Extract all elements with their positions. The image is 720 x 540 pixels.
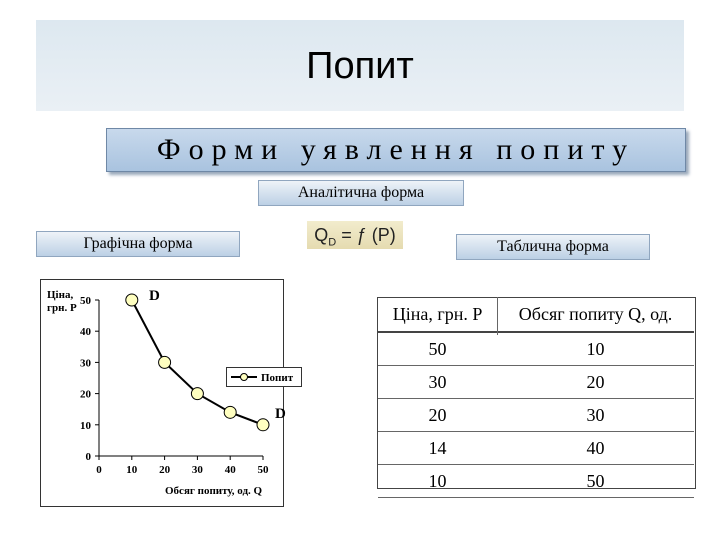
x-tick-label: 0 [96, 464, 102, 476]
graphic-form-label: Графічна форма [36, 231, 240, 257]
x-tick-label: 50 [257, 464, 269, 476]
quantity-cell: 40 [497, 432, 694, 465]
table-header-row [378, 297, 694, 332]
analytic-form-label: Аналітична форма [258, 180, 464, 206]
y-axis-label-line2: грн. Р [47, 302, 77, 314]
y-axis-label-line1: Ціна, [47, 289, 74, 301]
x-tick-label: 20 [159, 464, 171, 476]
table-row [378, 465, 694, 498]
x-axis-label: Обсяг попиту, од. Q [165, 485, 263, 497]
y-tick-label: 10 [80, 419, 91, 432]
quantity-cell: 10 [497, 332, 694, 366]
chart-legend [226, 367, 302, 387]
demand-curve [132, 300, 263, 425]
demand-table [378, 297, 694, 498]
demand-chart [40, 279, 284, 507]
data-point [224, 406, 236, 418]
header-quantity: Обсяг попиту Q, од. [497, 297, 694, 332]
page-title: Попит [306, 45, 414, 87]
subtitle-banner: Форми уявлення попиту [106, 128, 686, 172]
legend-label: Попит [261, 372, 294, 384]
table-row [378, 399, 694, 432]
data-point [257, 419, 269, 431]
y-tick-label: 0 [85, 451, 91, 463]
table-row [378, 432, 694, 465]
x-tick-label: 30 [191, 464, 203, 476]
curve-label-top: D [149, 288, 160, 304]
y-tick-label: 20 [80, 388, 91, 401]
legend-marker [241, 374, 248, 381]
curve-label-bottom: D [275, 406, 286, 422]
data-point [191, 388, 203, 400]
y-tick-label: 50 [80, 295, 91, 307]
data-point [126, 294, 138, 306]
price-cell: 20 [378, 399, 497, 432]
quantity-cell: 50 [497, 465, 694, 498]
quantity-cell: 20 [497, 366, 694, 399]
table-form-label: Таблична форма [456, 234, 650, 260]
formula-q: Q [314, 225, 329, 245]
x-tick-label: 40 [224, 464, 236, 476]
data-point [159, 356, 171, 368]
demand-chart-svg [41, 280, 286, 506]
table-row [378, 332, 694, 366]
legend-svg [227, 368, 301, 386]
price-cell: 50 [378, 332, 497, 366]
formula-sub: D [328, 236, 337, 249]
formula-rest: = ƒ (P) [341, 225, 396, 245]
price-cell: 30 [378, 366, 497, 399]
x-tick-label: 10 [126, 464, 138, 476]
table-row [378, 366, 694, 399]
quantity-cell: 30 [497, 399, 694, 432]
price-cell: 10 [378, 465, 497, 498]
demand-formula [307, 221, 403, 249]
price-cell: 14 [378, 432, 497, 465]
y-tick-label: 40 [80, 326, 91, 339]
y-tick-label: 30 [80, 357, 91, 370]
header-price: Ціна, грн. Р [378, 297, 497, 332]
